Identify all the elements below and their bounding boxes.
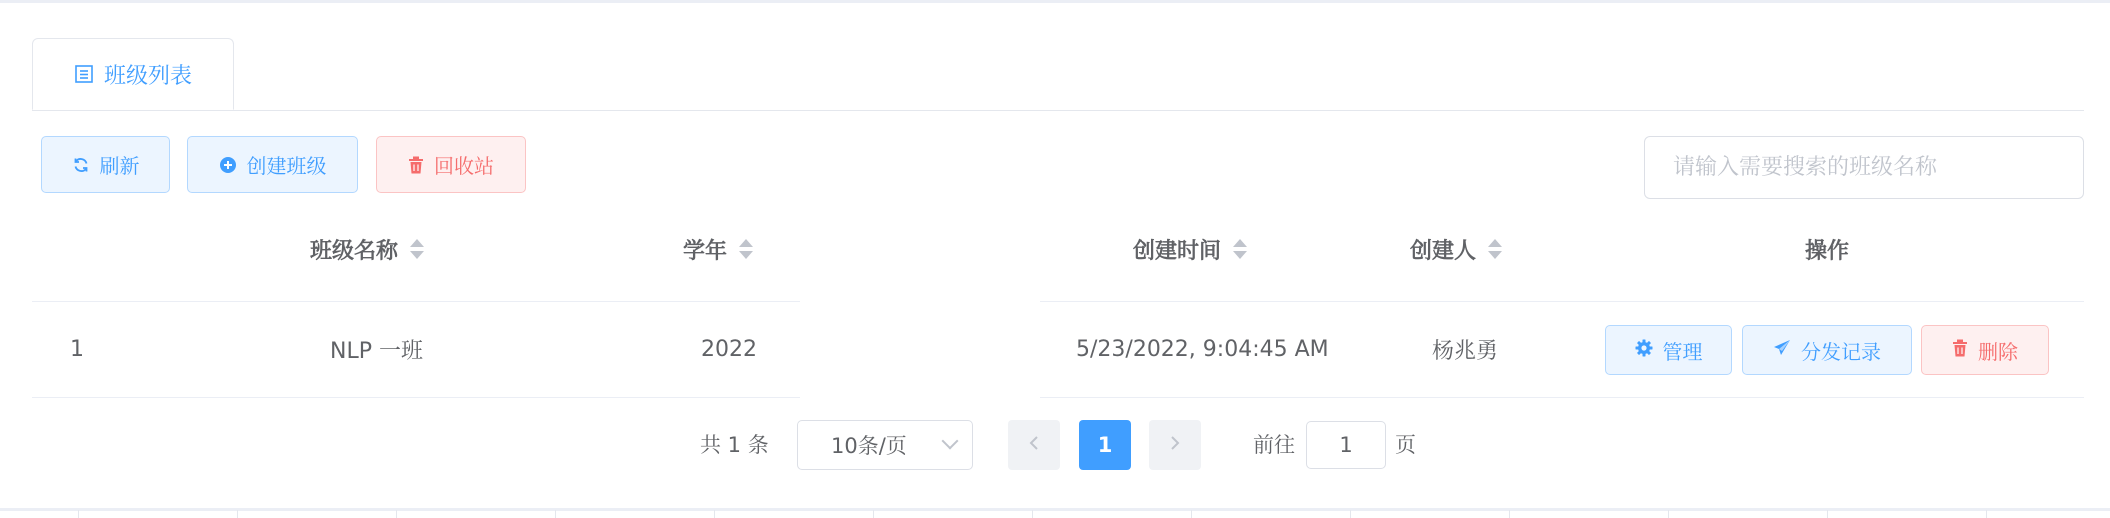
manage-label: 管理 [1662,339,1703,364]
tab-bar [32,38,2084,111]
page-number-current[interactable]: 1 [1079,420,1131,470]
table-divider [1040,301,2084,302]
delete-button[interactable] [1921,325,2049,375]
tab-class-list[interactable] [32,38,234,110]
top-border [0,0,2110,3]
column-header-year[interactable]: 学年 [683,232,753,266]
recycle-bin-label: 回收站 [434,154,494,178]
manage-button[interactable] [1605,325,1732,375]
refresh-label: 刷新 [99,154,140,178]
class-search-input[interactable] [1644,136,2084,199]
refresh-icon [72,156,90,174]
page-unit-label: 页 [1395,433,1416,457]
column-header-created-time[interactable]: 创建时间 [1133,232,1247,266]
goto-page-input[interactable] [1306,421,1386,469]
bottom-ticks [0,510,2110,518]
created-time-cell: 5/23/2022, 9:04:45 AM [1076,336,1329,362]
delete-label: 删除 [1978,339,2018,364]
table-divider [32,301,800,302]
refresh-button[interactable] [41,136,170,193]
send-icon [1773,338,1791,362]
distribution-records-label: 分发记录 [1801,339,1881,364]
class-list-icon [74,64,94,84]
pagination-total: 共 1 条 [700,433,769,457]
trash-icon [1952,338,1968,362]
sort-icon[interactable] [739,238,753,260]
recycle-bin-button[interactable] [376,136,526,193]
sort-icon[interactable] [410,238,424,260]
goto-label: 前往 [1253,433,1295,457]
column-header-actions: 操作 [1805,238,1850,264]
prev-page-button[interactable] [1008,420,1060,470]
column-header-name[interactable]: 班级名称 [310,232,424,266]
create-class-label: 创建班级 [246,154,327,178]
trash-icon [408,156,424,174]
table-divider [1040,397,2084,398]
create-class-button[interactable] [187,136,358,193]
next-page-button[interactable] [1149,420,1201,470]
distribution-records-button[interactable] [1742,325,1912,375]
class-name-cell: NLP 一班 [330,338,423,364]
page-size-select[interactable]: 10条/页 [797,420,973,470]
column-header-creator[interactable]: 创建人 [1410,232,1502,266]
plus-circle-icon [219,156,237,174]
year-cell: 2022 [701,336,757,362]
tab-label: 班级列表 [103,63,192,89]
chevron-right-icon [1169,435,1181,455]
creator-cell: 杨兆勇 [1432,338,1499,364]
gear-icon [1635,338,1653,362]
row-index: 1 [70,336,84,362]
sort-icon[interactable] [1233,238,1247,260]
table-divider [32,397,800,398]
sort-icon[interactable] [1488,238,1502,260]
chevron-down-icon [942,433,959,450]
chevron-left-icon [1028,435,1040,455]
